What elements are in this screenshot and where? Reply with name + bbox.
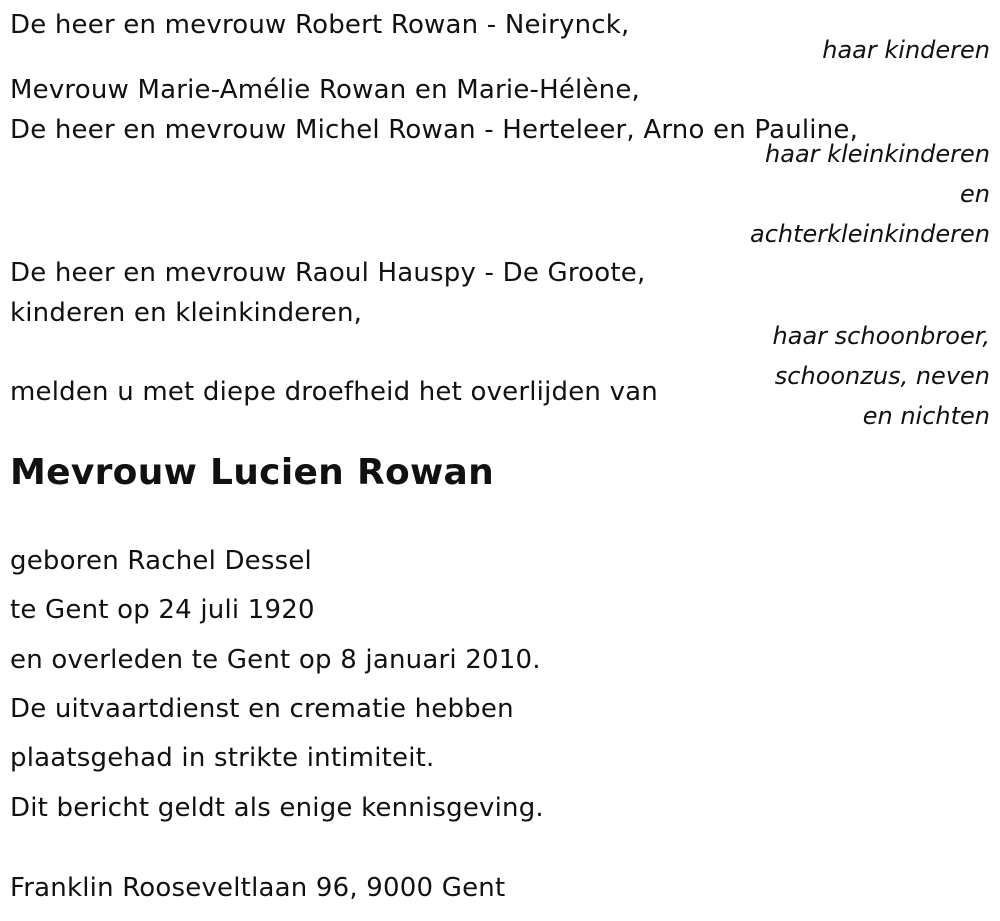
family-line-raoul: De heer en mevrouw Raoul Hauspy - De Groote, <box>10 258 646 288</box>
detail-born-name: geboren Rachel Dessel <box>10 546 312 576</box>
family-line-kinderen: kinderen en kleinkinderen, <box>10 298 363 328</box>
family-line-marie-amelie: Mevrouw Marie-Amélie Rowan en Marie-Hélène, <box>10 75 640 105</box>
role-in-laws: haar schoonbroer, <box>772 322 990 350</box>
detail-service: De uitvaartdienst en crematie hebben <box>10 694 514 724</box>
role-grandchildren: haar kleinkinderen <box>765 140 990 168</box>
role-in-laws-3: en nichten <box>862 402 990 430</box>
family-line-robert: De heer en mevrouw Robert Rowan - Neirynck, <box>10 10 630 40</box>
address: Franklin Rooseveltlaan 96, 9000 Gent <box>10 873 506 903</box>
announcement-line: melden u met diepe droefheid het overlijden van <box>10 377 658 407</box>
deceased-name: Mevrouw Lucien Rowan <box>10 452 495 493</box>
detail-intimacy: plaatsgehad in strikte intimiteit. <box>10 743 435 773</box>
detail-notice: Dit bericht geldt als enige kennisgeving. <box>10 793 544 823</box>
role-great-grandchildren: achterkleinkinderen <box>750 220 990 248</box>
family-line-michel: De heer en mevrouw Michel Rowan - Herteleer, Arno en Pauline, <box>10 115 859 145</box>
role-children: haar kinderen <box>822 36 990 64</box>
detail-death: en overleden te Gent op 8 januari 2010. <box>10 645 541 675</box>
role-grandchildren-and: en <box>960 180 990 208</box>
detail-birth: te Gent op 24 juli 1920 <box>10 595 315 625</box>
role-in-laws-2: schoonzus, neven <box>774 362 990 390</box>
